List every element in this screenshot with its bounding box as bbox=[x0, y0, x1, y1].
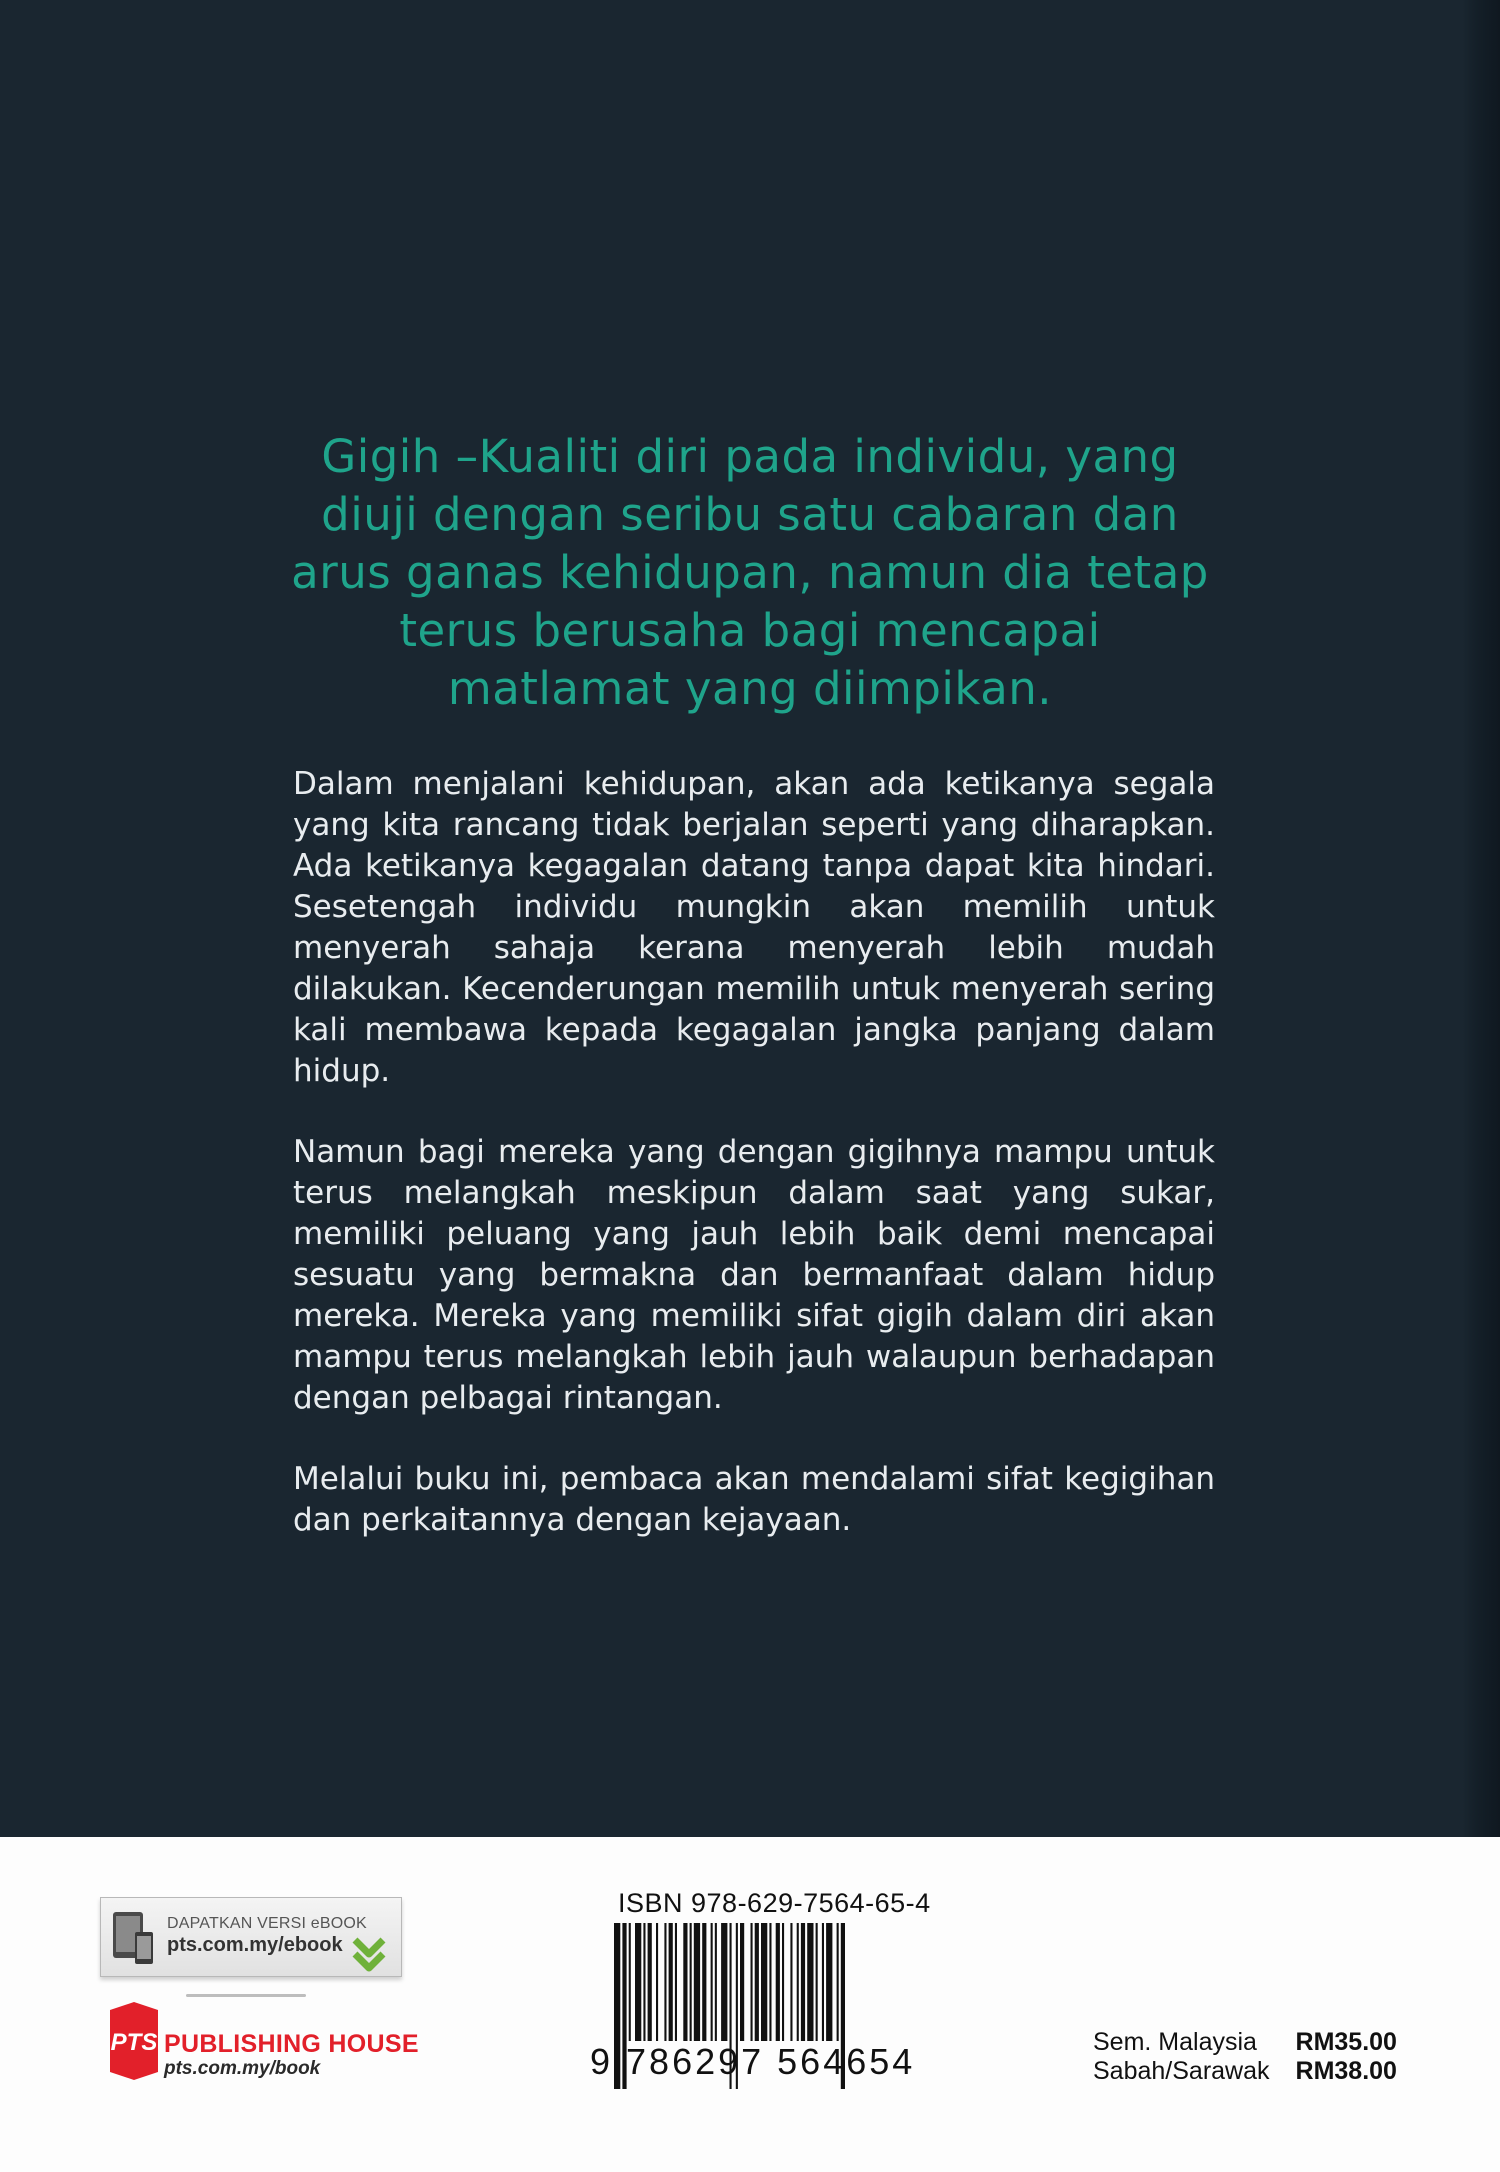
barcode-bar bbox=[643, 1923, 645, 2041]
price-region: Sabah/Sarawak bbox=[1093, 2057, 1270, 2085]
barcode-bar bbox=[740, 1923, 744, 2041]
svg-text:PTS: PTS bbox=[110, 2029, 158, 2056]
barcode-digits: 9 786297 564654 bbox=[590, 2041, 916, 2082]
barcode-bar bbox=[769, 1923, 771, 2041]
barcode-bar bbox=[816, 1923, 818, 2041]
barcode-bar bbox=[837, 1923, 839, 2041]
barcode-bar bbox=[826, 1923, 832, 2041]
ebook-label: DAPATKAN VERSI eBOOK bbox=[167, 1915, 367, 1932]
barcode-bar bbox=[690, 1923, 692, 2041]
barcode-bar bbox=[669, 1923, 673, 2041]
barcode-bar bbox=[694, 1923, 700, 2041]
barcode-bar bbox=[807, 1923, 813, 2041]
barcode-bar bbox=[648, 1923, 652, 2041]
ebook-banner bbox=[100, 1897, 402, 1977]
barcode-bar bbox=[801, 1923, 805, 2041]
cover-edge-shadow bbox=[1462, 0, 1500, 1837]
tagline: Gigih –Kualiti diri pada individu, yang diuji dengan seribu satu cabaran dan arus ganas kehidupan, namun dia tetap terus berusaha bagi mencapai matlamat yang diimpikan. bbox=[291, 430, 1209, 715]
price-amount: RM35.00 bbox=[1295, 2028, 1397, 2056]
barcode-bar bbox=[755, 1923, 759, 2041]
barcode-bar bbox=[683, 1923, 687, 2041]
tablet-phone-icon bbox=[111, 1908, 155, 1966]
blurb bbox=[293, 764, 1215, 1581]
barcode-bar bbox=[629, 1923, 631, 2041]
banner-shadow bbox=[186, 1994, 306, 1997]
price-amount: RM38.00 bbox=[1295, 2057, 1397, 2085]
publisher-url: pts.com.my/book bbox=[164, 2058, 321, 2079]
barcode-bar bbox=[702, 1923, 706, 2041]
blurb-paragraph: Namun bagi mereka yang dengan gigihnya mampu untuk terus melangkah meskipun dalam saat yang sukar, memiliki peluang yang jauh lebih baik demi mencapai sesuatu yang bermakna dan bermanfaat dalam hidup mereka. Mereka yang memiliki sifat gigih dalam diri akan mampu terus melangkah lebih jauh walaupun berhadapan dengan pelbagai rintangan. bbox=[293, 1134, 1215, 1416]
barcode-bar bbox=[715, 1923, 717, 2041]
barcode-bar bbox=[711, 1923, 713, 2041]
barcode-bar bbox=[790, 1923, 792, 2041]
barcode-bar bbox=[761, 1923, 767, 2041]
barcode-bar bbox=[721, 1923, 727, 2041]
barcode-bar bbox=[776, 1923, 780, 2041]
barcode-bar bbox=[751, 1923, 753, 2041]
price-region: Sem. Malaysia bbox=[1093, 2028, 1257, 2056]
barcode-bar bbox=[822, 1923, 824, 2041]
price-row bbox=[1093, 2028, 1397, 2057]
double-chevron-down-icon bbox=[351, 1936, 387, 1976]
barcode-bar bbox=[656, 1923, 658, 2041]
blurb-paragraph: Melalui buku ini, pembaca akan mendalami sifat kegigihan dan perkaitannya dengan kejayaan. bbox=[293, 1461, 1215, 1538]
pts-logo-icon bbox=[104, 2000, 164, 2082]
price-table bbox=[1093, 2028, 1397, 2086]
barcode-bar bbox=[664, 1923, 666, 2041]
publisher-name: PUBLISHING HOUSE bbox=[164, 2030, 419, 2058]
barcode-bar bbox=[797, 1923, 799, 2041]
blurb-paragraph: Dalam menjalani kehidupan, akan ada ketikanya segala yang kita rancang tidak berjalan seperti yang diharapkan. Ada ketikanya kegagalan datang tanpa dapat kita hindari. Sesetengah individu mungkin akan memilih untuk menyerah sahaja kerana menyerah lebih mudah dilakukan. Kecenderungan memilih untuk menyerah sering kali membawa kepada kegagalan jangka panjang dalam hidup. bbox=[293, 766, 1215, 1089]
barcode-bar bbox=[675, 1923, 677, 2041]
isbn-label: ISBN 978-629-7564-65-4 bbox=[618, 1888, 931, 1918]
price-row bbox=[1093, 2057, 1397, 2086]
barcode-bar bbox=[782, 1923, 784, 2041]
barcode-bar bbox=[635, 1923, 641, 2041]
ebook-url: pts.com.my/ebook bbox=[167, 1934, 343, 1956]
